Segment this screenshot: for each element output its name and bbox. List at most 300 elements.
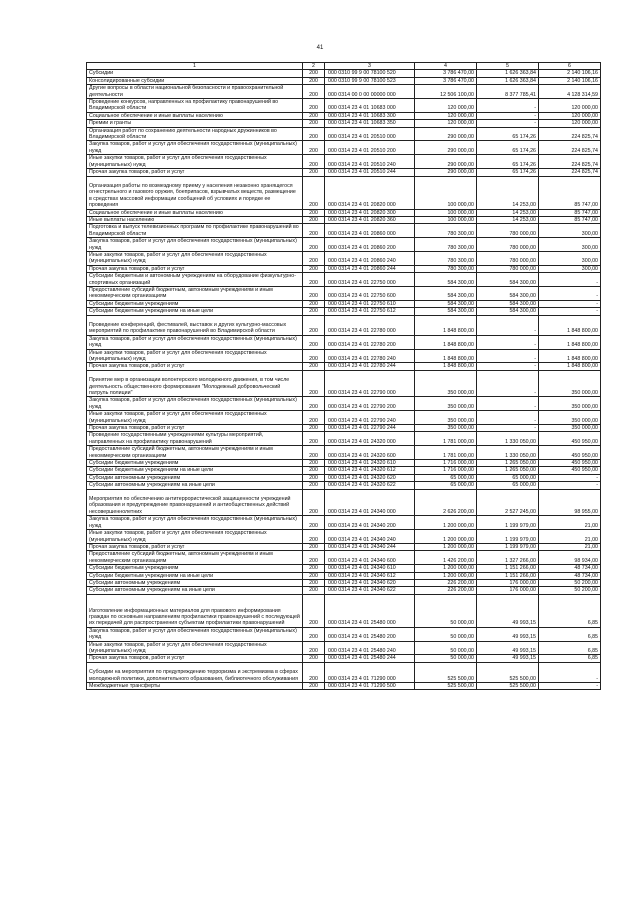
row-executed-cell: 1 626 363,84: [477, 77, 539, 84]
row-remaining-cell: 6,85: [539, 594, 601, 627]
row-kbk-cell: 000 0314 23 4 01 24340 240: [325, 530, 415, 544]
table-row: [87, 155, 601, 169]
row-code-cell: 200: [303, 474, 325, 481]
row-remaining-cell: 300,00: [539, 251, 601, 265]
row-kbk-cell: 000 0314 23 4 01 20820 000: [325, 176, 415, 209]
row-kbk-cell: 000 0314 23 4 01 71290 000: [325, 662, 415, 682]
row-name-cell: Иные выплаты населению: [87, 216, 303, 223]
page-number: 41: [316, 45, 324, 51]
row-kbk-cell: 000 0314 23 4 01 10683 350: [325, 120, 415, 127]
row-name-cell: Субсидии бюджетным учреждениям: [87, 460, 303, 467]
row-approved-cell: 100 000,00: [415, 216, 477, 223]
table-row: [87, 209, 601, 216]
row-executed-cell: 2 527 245,00: [477, 489, 539, 516]
row-name-cell: Предоставление субсидий бюджетным, автономным учреждениям и иным некоммерческим организациям: [87, 286, 303, 300]
row-remaining-cell: 50 200,00: [539, 587, 601, 594]
row-approved-cell: 50 000,00: [415, 594, 477, 627]
row-executed-cell: -: [477, 397, 539, 411]
row-kbk-cell: 000 0314 23 4 01 20860 200: [325, 238, 415, 252]
row-remaining-cell: 300,00: [539, 224, 601, 238]
row-approved-cell: 3 786 470,00: [415, 70, 477, 77]
table-row: [87, 572, 601, 579]
row-remaining-cell: -: [539, 682, 601, 689]
row-code-cell: 200: [303, 169, 325, 176]
row-kbk-cell: 000 0314 23 4 01 20860 000: [325, 224, 415, 238]
row-remaining-cell: 1 848 800,00: [539, 349, 601, 363]
row-name-cell: Субсидии бюджетным и автономным учреждениям на оборудование физкультурно-спортивных организаций: [87, 273, 303, 287]
row-name-cell: Субсидии автономным учреждениям на иные цели: [87, 587, 303, 594]
row-code-cell: 200: [303, 641, 325, 655]
row-executed-cell: -: [477, 370, 539, 397]
row-remaining-cell: 6,85: [539, 627, 601, 641]
row-remaining-cell: 21,00: [539, 530, 601, 544]
row-kbk-cell: 000 0314 23 4 01 20860 244: [325, 265, 415, 272]
row-name-cell: Прочая закупка товаров, работ и услуг: [87, 543, 303, 550]
row-code-cell: 200: [303, 411, 325, 425]
row-kbk-cell: 000 0314 23 4 01 22750 600: [325, 286, 415, 300]
row-kbk-cell: 000 0314 23 4 01 71290 500: [325, 682, 415, 689]
row-code-cell: 200: [303, 565, 325, 572]
row-executed-cell: 49 993,15: [477, 655, 539, 662]
table-row: [87, 85, 601, 99]
table-row: [87, 112, 601, 119]
row-name-cell: Предоставление субсидий бюджетным, автономным учреждениям и иным некоммерческим организациям: [87, 551, 303, 565]
row-executed-cell: 1 199 979,00: [477, 543, 539, 550]
row-kbk-cell: 000 0314 23 4 01 24340 610: [325, 565, 415, 572]
table-row: [87, 397, 601, 411]
row-code-cell: 200: [303, 425, 325, 432]
row-executed-cell: 49 993,15: [477, 627, 539, 641]
row-remaining-cell: 450 950,00: [539, 467, 601, 474]
row-code-cell: 200: [303, 209, 325, 216]
table-row: [87, 446, 601, 460]
row-approved-cell: 780 300,00: [415, 265, 477, 272]
row-name-cell: Предоставление субсидий бюджетным, автономным учреждениям и иным некоммерческим организациям: [87, 446, 303, 460]
row-name-cell: Премии и гранты: [87, 120, 303, 127]
row-kbk-cell: 000 0314 23 4 01 22790 200: [325, 397, 415, 411]
row-name-cell: Проведение государственными учреждениями культуры мероприятий, направленных на профилактику правонарушений: [87, 432, 303, 446]
row-approved-cell: 1 781 000,00: [415, 432, 477, 446]
row-code-cell: 200: [303, 176, 325, 209]
row-kbk-cell: 000 0314 23 4 01 20510 200: [325, 141, 415, 155]
row-remaining-cell: 224 825,74: [539, 127, 601, 141]
row-executed-cell: 14 253,00: [477, 209, 539, 216]
row-remaining-cell: 224 825,74: [539, 169, 601, 176]
row-code-cell: 200: [303, 370, 325, 397]
row-executed-cell: 1 626 363,84: [477, 70, 539, 77]
row-code-cell: 200: [303, 141, 325, 155]
header-cell: 6: [539, 63, 601, 70]
row-remaining-cell: 2 140 106,16: [539, 70, 601, 77]
row-kbk-cell: 000 0314 23 4 01 22780 000: [325, 315, 415, 335]
row-name-cell: Субсидии бюджетным учреждениям на иные цели: [87, 308, 303, 315]
table-row: [87, 127, 601, 141]
table-row: [87, 460, 601, 467]
table-row: [87, 315, 601, 335]
row-code-cell: 200: [303, 85, 325, 99]
table-row: [87, 120, 601, 127]
row-remaining-cell: 350 000,00: [539, 370, 601, 397]
row-name-cell: Иные закупки товаров, работ и услуг для обеспечения государственных (муниципальных) нужд: [87, 641, 303, 655]
row-executed-cell: 780 000,00: [477, 251, 539, 265]
row-name-cell: Социальное обеспечение и иные выплаты населению: [87, 112, 303, 119]
row-executed-cell: 780 000,00: [477, 265, 539, 272]
row-executed-cell: 65 000,00: [477, 474, 539, 481]
row-name-cell: Прочая закупка товаров, работ и услуг: [87, 425, 303, 432]
row-remaining-cell: -: [539, 474, 601, 481]
row-remaining-cell: 98 934,00: [539, 551, 601, 565]
row-remaining-cell: -: [539, 482, 601, 489]
row-executed-cell: -: [477, 425, 539, 432]
row-kbk-cell: 000 0314 23 4 01 20820 300: [325, 209, 415, 216]
row-executed-cell: -: [477, 411, 539, 425]
row-name-cell: Субсидии: [87, 70, 303, 77]
row-approved-cell: 1 200 000,00: [415, 543, 477, 550]
row-name-cell: Социальное обеспечение и иные выплаты населению: [87, 209, 303, 216]
row-code-cell: 200: [303, 467, 325, 474]
row-remaining-cell: 120 000,00: [539, 99, 601, 113]
row-approved-cell: 780 300,00: [415, 224, 477, 238]
row-executed-cell: 65 000,00: [477, 482, 539, 489]
row-approved-cell: 1 781 000,00: [415, 446, 477, 460]
row-executed-cell: 8 377 785,41: [477, 85, 539, 99]
row-approved-cell: 50 000,00: [415, 641, 477, 655]
row-executed-cell: 1 265 050,00: [477, 460, 539, 467]
table-row: [87, 551, 601, 565]
row-executed-cell: 584 300,00: [477, 308, 539, 315]
row-code-cell: 200: [303, 432, 325, 446]
row-executed-cell: 1 265 050,00: [477, 467, 539, 474]
row-kbk-cell: 000 0314 23 4 01 22750 610: [325, 300, 415, 307]
table-row: [87, 662, 601, 682]
row-name-cell: Иные закупки товаров, работ и услуг для обеспечения государственных (муниципальных) нужд: [87, 155, 303, 169]
row-approved-cell: 290 000,00: [415, 155, 477, 169]
table-row: [87, 627, 601, 641]
row-remaining-cell: 4 128 314,59: [539, 85, 601, 99]
row-kbk-cell: 000 0314 23 4 01 20510 000: [325, 127, 415, 141]
row-code-cell: 200: [303, 335, 325, 349]
row-approved-cell: 1 848 800,00: [415, 349, 477, 363]
row-name-cell: Проведение конкурсов, направленных на профилактику правонарушений во Владимирской области: [87, 99, 303, 113]
row-name-cell: Субсидии автономным учреждениям: [87, 579, 303, 586]
row-approved-cell: 525 500,00: [415, 682, 477, 689]
row-code-cell: 200: [303, 120, 325, 127]
row-remaining-cell: -: [539, 300, 601, 307]
row-approved-cell: 1 848 800,00: [415, 315, 477, 335]
row-name-cell: Субсидии автономным учреждениям: [87, 474, 303, 481]
row-approved-cell: 120 000,00: [415, 120, 477, 127]
row-kbk-cell: 000 0314 23 4 01 20820 360: [325, 216, 415, 223]
table-row: [87, 349, 601, 363]
row-code-cell: 200: [303, 286, 325, 300]
row-code-cell: 200: [303, 251, 325, 265]
row-executed-cell: 525 500,00: [477, 662, 539, 682]
row-kbk-cell: 000 0314 23 4 01 25480 000: [325, 594, 415, 627]
row-name-cell: Проведение конференций, фестивалей, выставок и других культурно-массовых мероприятий по профилактике правонарушений во Владимирской области: [87, 315, 303, 335]
row-remaining-cell: 6,85: [539, 641, 601, 655]
row-executed-cell: -: [477, 363, 539, 370]
row-executed-cell: 65 174,26: [477, 141, 539, 155]
row-approved-cell: 226 200,00: [415, 587, 477, 594]
row-approved-cell: 3 786 470,00: [415, 77, 477, 84]
row-kbk-cell: 000 0314 23 4 01 24340 600: [325, 551, 415, 565]
row-remaining-cell: 350 000,00: [539, 411, 601, 425]
row-approved-cell: 584 300,00: [415, 273, 477, 287]
table-row: [87, 543, 601, 550]
row-kbk-cell: 000 0314 23 4 01 22750 612: [325, 308, 415, 315]
table-row: [87, 216, 601, 223]
row-code-cell: 200: [303, 682, 325, 689]
table-row: [87, 169, 601, 176]
row-kbk-cell: 000 0314 23 4 01 24320 600: [325, 446, 415, 460]
row-code-cell: 200: [303, 224, 325, 238]
row-code-cell: 200: [303, 543, 325, 550]
row-executed-cell: 584 300,00: [477, 300, 539, 307]
row-executed-cell: 1 330 050,00: [477, 432, 539, 446]
row-approved-cell: 290 000,00: [415, 169, 477, 176]
row-remaining-cell: -: [539, 662, 601, 682]
table-row: [87, 482, 601, 489]
row-code-cell: 200: [303, 99, 325, 113]
row-name-cell: Консолидированные субсидии: [87, 77, 303, 84]
row-executed-cell: 65 174,26: [477, 127, 539, 141]
row-remaining-cell: 350 000,00: [539, 425, 601, 432]
table-row: [87, 300, 601, 307]
row-code-cell: 200: [303, 516, 325, 530]
row-name-cell: Прочая закупка товаров, работ и услуг: [87, 363, 303, 370]
row-code-cell: 200: [303, 460, 325, 467]
row-approved-cell: 12 506 100,00: [415, 85, 477, 99]
row-name-cell: Прочая закупка товаров, работ и услуг: [87, 169, 303, 176]
header-row: [87, 63, 601, 70]
row-kbk-cell: 000 0314 23 4 01 24340 622: [325, 587, 415, 594]
row-remaining-cell: 85 747,00: [539, 209, 601, 216]
row-executed-cell: 49 993,15: [477, 594, 539, 627]
row-approved-cell: 1 716 000,00: [415, 460, 477, 467]
header-cell: 5: [477, 63, 539, 70]
row-approved-cell: 100 000,00: [415, 209, 477, 216]
row-approved-cell: 50 000,00: [415, 627, 477, 641]
row-code-cell: 200: [303, 127, 325, 141]
row-remaining-cell: 450 950,00: [539, 460, 601, 467]
row-executed-cell: 780 000,00: [477, 224, 539, 238]
row-name-cell: Закупка товаров, работ и услуг для обеспечения государственных (муниципальных) нужд: [87, 397, 303, 411]
table-row: [87, 432, 601, 446]
row-kbk-cell: 000 0314 23 4 01 24340 612: [325, 572, 415, 579]
row-name-cell: Иные закупки товаров, работ и услуг для обеспечения государственных (муниципальных) нужд: [87, 530, 303, 544]
row-name-cell: Подготовка и выпуск телевизионных программ по профилактике правонарушений во Владимирской области: [87, 224, 303, 238]
table-row: [87, 176, 601, 209]
row-executed-cell: -: [477, 349, 539, 363]
row-approved-cell: 584 300,00: [415, 308, 477, 315]
row-remaining-cell: 48 734,00: [539, 572, 601, 579]
row-kbk-cell: 000 0314 23 4 01 22750 000: [325, 273, 415, 287]
table-row: [87, 489, 601, 516]
row-approved-cell: 65 000,00: [415, 474, 477, 481]
row-kbk-cell: 000 0314 23 4 01 10683 300: [325, 112, 415, 119]
row-code-cell: 200: [303, 349, 325, 363]
row-name-cell: Субсидии бюджетным учреждениям: [87, 565, 303, 572]
row-executed-cell: 525 500,00: [477, 682, 539, 689]
row-kbk-cell: 000 0314 23 4 01 24340 244: [325, 543, 415, 550]
row-kbk-cell: 000 0314 23 4 01 22790 244: [325, 425, 415, 432]
row-executed-cell: -: [477, 120, 539, 127]
row-code-cell: 200: [303, 155, 325, 169]
row-approved-cell: 1 200 000,00: [415, 572, 477, 579]
row-name-cell: Субсидии бюджетным учреждениям: [87, 300, 303, 307]
table-row: [87, 224, 601, 238]
row-executed-cell: 1 330 050,00: [477, 446, 539, 460]
row-kbk-cell: 000 0314 23 4 01 20510 244: [325, 169, 415, 176]
row-remaining-cell: 98 955,00: [539, 489, 601, 516]
row-code-cell: 200: [303, 308, 325, 315]
row-code-cell: 200: [303, 489, 325, 516]
row-executed-cell: -: [477, 335, 539, 349]
table-row: [87, 530, 601, 544]
row-name-cell: Закупка товаров, работ и услуг для обеспечения государственных (муниципальных) нужд: [87, 238, 303, 252]
row-code-cell: 200: [303, 572, 325, 579]
header-cell: 3: [325, 63, 415, 70]
table-row: [87, 335, 601, 349]
table-row: [87, 655, 601, 662]
row-approved-cell: 780 300,00: [415, 238, 477, 252]
row-executed-cell: 584 300,00: [477, 286, 539, 300]
row-remaining-cell: -: [539, 286, 601, 300]
table-row: [87, 308, 601, 315]
row-name-cell: Субсидии бюджетным учреждениям на иные цели: [87, 467, 303, 474]
row-kbk-cell: 000 0314 23 4 01 24320 612: [325, 467, 415, 474]
row-approved-cell: 1 200 000,00: [415, 516, 477, 530]
row-kbk-cell: 000 0314 23 4 01 10683 000: [325, 99, 415, 113]
row-code-cell: 200: [303, 551, 325, 565]
row-name-cell: Субсидии автономным учреждениям на иные цели: [87, 482, 303, 489]
row-approved-cell: 350 000,00: [415, 370, 477, 397]
row-remaining-cell: 1 848 800,00: [539, 335, 601, 349]
row-remaining-cell: 350 000,00: [539, 397, 601, 411]
row-name-cell: Мероприятия по обеспечению антитеррористической защищенности учреждений образования и предупреждение правонарушений и антиобщественных действий несовершеннолетних: [87, 489, 303, 516]
row-approved-cell: 1 716 000,00: [415, 467, 477, 474]
row-name-cell: Изготовление информационных материалов для правового информирования граждан по основным направлениям профилактики правонарушений с последующей их передачей для распространения субъектам профилактики правонарушений: [87, 594, 303, 627]
row-name-cell: Принятие мер в организации волонтерского молодежного движения, в том числе деятельность общественного формирования "Молодежный добровольческий патруль полиции": [87, 370, 303, 397]
row-remaining-cell: 450 950,00: [539, 432, 601, 446]
row-remaining-cell: 85 747,00: [539, 176, 601, 209]
row-executed-cell: 584 300,00: [477, 273, 539, 287]
row-kbk-cell: 000 0314 23 4 01 22790 000: [325, 370, 415, 397]
row-name-cell: Субсидии бюджетным учреждениям на иные цели: [87, 572, 303, 579]
row-approved-cell: 120 000,00: [415, 99, 477, 113]
row-kbk-cell: 000 0314 23 4 01 24320 000: [325, 432, 415, 446]
row-approved-cell: 350 000,00: [415, 425, 477, 432]
budget-table: [86, 62, 601, 690]
row-name-cell: Прочая закупка товаров, работ и услуг: [87, 655, 303, 662]
row-name-cell: Иные закупки товаров, работ и услуг для обеспечения государственных (муниципальных) нужд: [87, 251, 303, 265]
row-kbk-cell: 000 0314 23 4 01 25480 240: [325, 641, 415, 655]
row-executed-cell: 780 000,00: [477, 238, 539, 252]
row-approved-cell: 50 000,00: [415, 655, 477, 662]
row-remaining-cell: 21,00: [539, 543, 601, 550]
row-remaining-cell: 1 848 800,00: [539, 363, 601, 370]
table-row: [87, 370, 601, 397]
row-code-cell: 200: [303, 363, 325, 370]
row-executed-cell: 1 199 979,00: [477, 530, 539, 544]
table-row: [87, 273, 601, 287]
table-row: [87, 682, 601, 689]
table-row: [87, 70, 601, 77]
row-code-cell: 200: [303, 482, 325, 489]
row-kbk-cell: 000 0314 00 0 00 00000 000: [325, 85, 415, 99]
row-remaining-cell: 50 200,00: [539, 579, 601, 586]
row-executed-cell: 14 253,00: [477, 216, 539, 223]
table-row: [87, 411, 601, 425]
header-cell: 1: [87, 63, 303, 70]
row-name-cell: Организация работы по возмездному приему у населения незаконно хранящегося огнестрельного и газового оружия, боеприпасов, взрывчатых веществ, размещение в средствах массовой информации сообщений об условиях и порядке ее проведения: [87, 176, 303, 209]
row-kbk-cell: 000 0314 23 4 01 24340 200: [325, 516, 415, 530]
row-name-cell: Иные закупки товаров, работ и услуг для обеспечения государственных (муниципальных) нужд: [87, 411, 303, 425]
row-approved-cell: 1 848 800,00: [415, 335, 477, 349]
row-kbk-cell: 000 0314 23 4 01 24320 620: [325, 474, 415, 481]
row-executed-cell: 14 253,00: [477, 176, 539, 209]
row-executed-cell: -: [477, 315, 539, 335]
row-remaining-cell: 85 747,00: [539, 216, 601, 223]
table-row: [87, 467, 601, 474]
row-executed-cell: 1 327 266,00: [477, 551, 539, 565]
header-cell: 2: [303, 63, 325, 70]
row-name-cell: Закупка товаров, работ и услуг для обеспечения государственных (муниципальных) нужд: [87, 627, 303, 641]
row-approved-cell: 584 300,00: [415, 286, 477, 300]
row-remaining-cell: 120 000,00: [539, 120, 601, 127]
row-kbk-cell: 000 0314 23 4 01 20860 240: [325, 251, 415, 265]
table-row: [87, 565, 601, 572]
row-code-cell: 200: [303, 315, 325, 335]
row-approved-cell: 226 200,00: [415, 579, 477, 586]
row-name-cell: Закупка товаров, работ и услуг для обеспечения государственных (муниципальных) нужд: [87, 516, 303, 530]
row-approved-cell: 350 000,00: [415, 411, 477, 425]
row-approved-cell: 1 848 800,00: [415, 363, 477, 370]
row-code-cell: 200: [303, 397, 325, 411]
row-executed-cell: 1 151 266,00: [477, 572, 539, 579]
row-approved-cell: 120 000,00: [415, 112, 477, 119]
row-code-cell: 200: [303, 594, 325, 627]
row-remaining-cell: 2 140 106,16: [539, 77, 601, 84]
row-remaining-cell: -: [539, 273, 601, 287]
row-approved-cell: 1 200 000,00: [415, 565, 477, 572]
table-row: [87, 77, 601, 84]
table-row: [87, 516, 601, 530]
table-row: [87, 265, 601, 272]
row-approved-cell: 100 000,00: [415, 176, 477, 209]
header-cell: 4: [415, 63, 477, 70]
row-approved-cell: 350 000,00: [415, 397, 477, 411]
row-remaining-cell: 224 825,74: [539, 155, 601, 169]
row-executed-cell: -: [477, 112, 539, 119]
row-code-cell: 200: [303, 530, 325, 544]
row-approved-cell: 290 000,00: [415, 127, 477, 141]
row-code-cell: 200: [303, 70, 325, 77]
row-approved-cell: 290 000,00: [415, 141, 477, 155]
table-row: [87, 587, 601, 594]
row-name-cell: Закупка товаров, работ и услуг для обеспечения государственных (муниципальных) нужд: [87, 335, 303, 349]
row-remaining-cell: 450 950,00: [539, 446, 601, 460]
row-kbk-cell: 000 0314 23 4 01 20510 240: [325, 155, 415, 169]
row-executed-cell: 176 000,00: [477, 579, 539, 586]
row-name-cell: Другие вопросы в области национальной безопасности и правоохранительной деятельности: [87, 85, 303, 99]
row-approved-cell: 65 000,00: [415, 482, 477, 489]
row-remaining-cell: 300,00: [539, 238, 601, 252]
row-executed-cell: 65 174,26: [477, 155, 539, 169]
row-name-cell: Субсидии на мероприятия по предупреждению терроризма и экстремизма в сферах молодежной политики, дополнительного образования, библиотечного обслуживания: [87, 662, 303, 682]
table-row: [87, 141, 601, 155]
table-row: [87, 425, 601, 432]
